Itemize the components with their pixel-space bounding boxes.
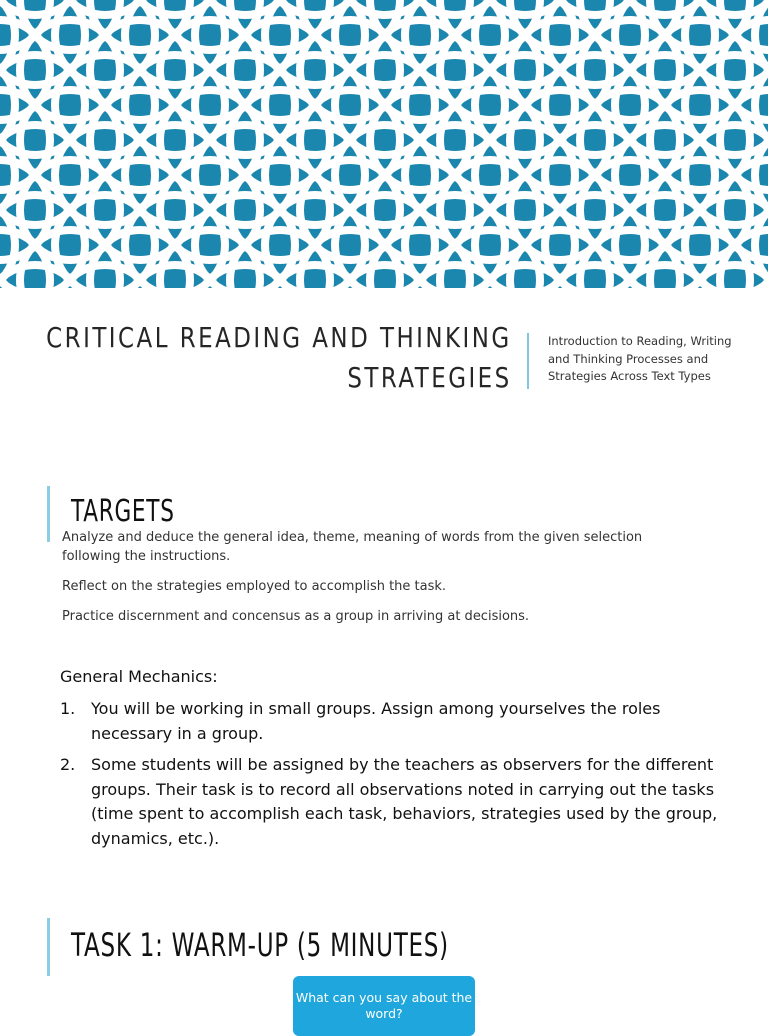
slide-title-line-1: CRITICAL READING AND THINKING [46,321,512,354]
targets-accent-bar [47,486,50,542]
target-item: Reflect on the strategies employed to accomplish the task. [62,579,447,594]
targets-heading: TARGETS [71,494,175,529]
target-item: Analyze and deduce the general idea, theme, meaning of words from the given selection following the instructions. [62,530,643,564]
general-mechanics-title: General Mechanics: [60,667,218,686]
list-number: 2. [60,755,76,774]
task-heading: TASK 1: WARM-UP (5 MINUTES) [71,926,449,964]
list-text: Some students will be assigned by the teachers as observers for the different groups. Their task is to record all observations noted in carrying out the tasks (time spent to accomplish each task, behaviors, strategies used by the group, dynamics, etc.). [91,755,718,848]
slide-title-line-2: STRATEGIES [347,361,512,394]
slide-title [46,318,512,398]
slide-subtitle: Introduction to Reading, Writing and Thinking Processes and Strategies Across Text Types [548,334,732,383]
title-divider [527,333,529,389]
circle-lattice-pattern [0,0,768,288]
list-item [60,753,720,851]
patterned-banner [0,0,768,288]
callout-box: What can you say about the word? [293,976,475,1036]
list-number: 1. [60,699,76,718]
list-text: You will be working in small groups. Assign among yourselves the roles necessary in a group. [91,699,661,743]
target-item: Practice discernment and concensus as a group in arriving at decisions. [62,609,530,624]
task-accent-bar [47,918,50,976]
mechanics-list [60,697,720,858]
list-item [60,697,720,746]
